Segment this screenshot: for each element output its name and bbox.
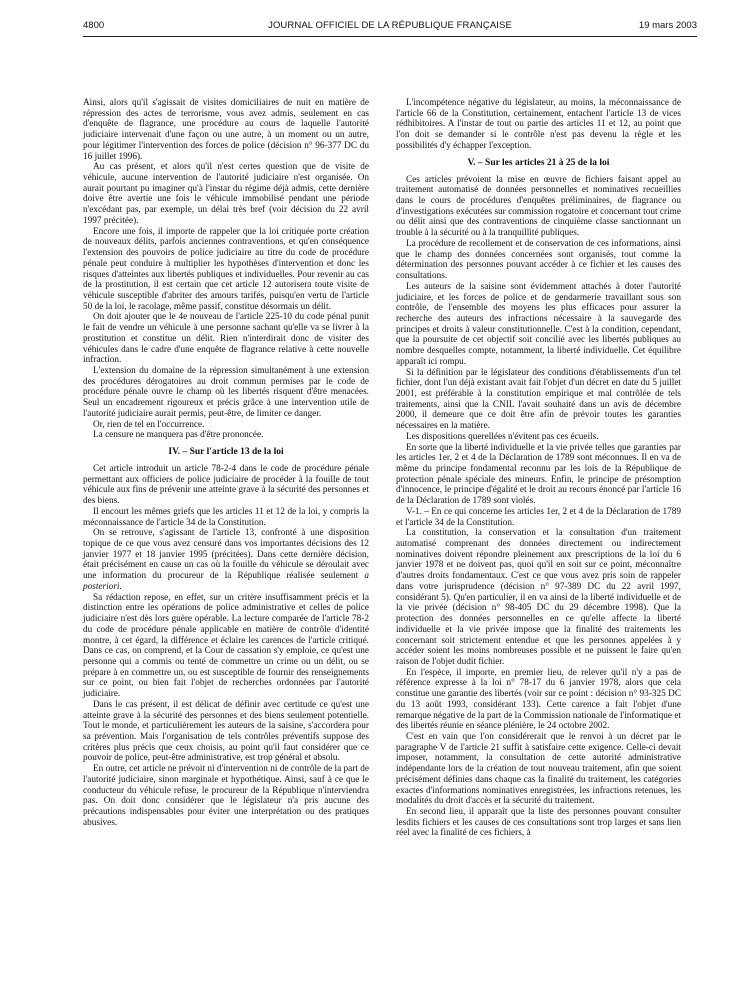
paragraph: Il encourt les mêmes griefs que les articles 11 et 12 de la loi, y compris la méconnaissance de l'article 34 de la Constitution. xyxy=(83,506,369,528)
publication-date: 19 mars 2003 xyxy=(638,20,697,31)
paragraph: V-1. – En ce qui concerne les articles 1er, 2 et 4 de la Déclaration de 1789 et l'article 34 de la Constitution. xyxy=(396,506,681,528)
page-number: 4800 xyxy=(83,20,105,31)
paragraph: Les auteurs de la saisine sont évidemment attachés à doter l'autorité judiciaire, et les forces de police et de gendarmerie travaillant sous son contrôle, de l'ensemble des moyens les plus efficaces pour assurer la recherche des auteurs des infractions nécessaire à la sauvegarde des principes et droits à valeur constitutionnelle. C'est à la condition, cependant, que la poursuite de cet objectif soit concilié avec les libertés publiques au nombre desquelles compte, notamment, la liberté individuelle. Cet équilibre apparaît ici rompu. xyxy=(396,281,681,367)
paragraph: Les dispositions querellées n'évitent pas ces écueils. xyxy=(406,431,599,442)
paragraph: On doit ajouter que le 4e nouveau de l'article 225-10 du code pénal punit le fait de vendre un véhicule à une personne sachant qu'elle va se livrer à la prostitution et constitue un délit. Rien n'interdirait donc de visiter des véhicules dans le cadre d'une enquête de flagrance relative à cette nouvelle infraction. xyxy=(83,312,369,366)
paragraph: Si la définition par le législateur des conditions d'établissements d'un tel fichier, dont l'un déjà existant avait fait l'objet d'un décret en date du 5 juillet 2001, est préférable à la constitution empirique et mal contrôlée de tels traitements, ainsi que la CNIL l'avait souhaité dans un avis de décembre 2000, il demeure que ce doit être afin de prévoir toutes les garanties nécessaires en la matière. xyxy=(396,367,681,432)
left-column xyxy=(83,98,369,828)
paragraph: Ces articles prévoient la mise en œuvre de fichiers faisant appel au traitement automatisé de données personnelles et nominatives recueillies dans le cours de procédures d'enquêtes préliminaires, de flagrance ou d'investigations exécutées sur commission rogatoire et concernant tout crime ou délit ainsi que des contraventions de cinquième classe sanctionnant un trouble à la sécurité ou à la tranquillité publiques. xyxy=(396,174,681,239)
paragraph: En l'espèce, il importe, en premier lieu, de relever qu'il n'y a pas de référence expresse à la loi n° 78-17 du 6 janvier 1978, alors que cela constitue une garantie des libertés (voir sur ce point : décision n° 93-325 DC du 13 août 1993, considérant 133). Cette carence a fait l'objet d'une remarque négative de la part de la Commission nationale de l'informatique et des libertés réunie en séance plénière, le 24 octobre 2002. xyxy=(396,667,681,732)
italic-phrase: a posteriori. xyxy=(83,571,369,592)
paragraph-text: On se retrouve, s'agissant de l'article 13, confronté à une disposition topique de ce que vous avez censuré dans vos importantes décisions des 12 janvier 1977 et 18 janvier 1995 (précitées). Dans cette dernière décision, était précisément en cause un cas où la fouille du véhicule se déroulait avec une information du procureur de la République réalisée seulement xyxy=(83,528,369,582)
journal-title: JOURNAL OFFICIEL DE LA RÉPUBLIQUE FRANÇAISE xyxy=(268,20,512,31)
paragraph: Encore une fois, il importe de rappeler que la loi critiquée porte création de nouveaux délits, parfois anciennes contraventions, et qu'en conséquence l'extension des pouvoirs de police judiciaire au titre du code de procédure pénale peut conduire à multiplier les hypothèses d'intervention et donc les risques d'atteintes aux libertés publiques et individuelles. Pour revenir au cas de la prostitution, il est certain que cet article 12 autorisera toute visite de véhicule susceptible d'abriter des amours tarifés, puisqu'en vertu de l'article 50 de la loi, le racolage, même passif, constitue désormais un délit. xyxy=(83,226,369,312)
right-column xyxy=(396,98,681,839)
paragraph: La procédure de recollement et de conservation de ces informations, ainsi que le champ des données concernées sont organisés, tout comme la détermination des personnes pouvant accéder à ce fichier et les causes des consultations. xyxy=(396,238,681,282)
paragraph: La censure ne manquera pas d'être prononcée. xyxy=(93,430,264,441)
section-heading: V. – Sur les articles 21 à 25 de la loi xyxy=(467,157,610,168)
paragraph: L'incompétence négative du législateur, au moins, la méconnaissance de l'article 66 de la Constitution, certainement, entachent l'article 13 de vices rédhibitoires. A l'instar de tout ou partie des articles 11 et 12, au point que l'on doit se demander si le contrôle n'est pas devenu la règle et les possibilités d'y échapper l'exception. xyxy=(396,98,681,151)
paragraph: Cet article introduit un article 78-2-4 dans le code de procédure pénale permettant aux officiers de police judiciaire de procéder à la fouille de tout véhicule aux fins de prévenir une atteinte grave à la sécurité des personnes et des biens. xyxy=(83,464,369,507)
page-header xyxy=(83,20,697,34)
paragraph: Ainsi, alors qu'il s'agissait de visites domiciliaires de nuit en matière de répression des actes de terrorisme, vous avez admis, seulement en cas d'enquête de flagrance, une procédure au cours de laquelle l'autorité judiciaire intervenait d'une façon ou une autre, à un moment ou un autre, pour légitimer l'intervention des forces de police (décision n° 96-377 DC du 16 juillet 1996). xyxy=(83,98,369,162)
paragraph: En second lieu, il apparaît que la liste des personnes pouvant consulter lesdits fichiers et les causes de ces consultations sont trop larges et sans lien réel avec la finalité de ces fichiers, à xyxy=(396,807,681,839)
paragraph: Or, rien de tel en l'occurrence. xyxy=(93,419,205,430)
paragraph: L'extension du domaine de la répression simultanément à une extension des procédures dérogatoires au droit commun permises par le code de procédure pénale ouvre le champ où les libertés risquent d'être menacées. Seul un encadrement rigoureux et précis grâce à une intervention utile de l'autorité judiciaire aurait permis, peut-être, de limiter ce danger. xyxy=(83,365,369,419)
paragraph: Dans le cas présent, il est délicat de définir avec certitude ce qu'est une atteinte grave à la sécurité des personnes et des biens seulement potentielle. Tout le monde, et particulièrement les auteurs de la saisine, s'accordera pour sa prévention. Mais l'organisation de tels contrôles préventifs suppose des critères plus précis que ceux choisis, au point qu'il faut considérer que ce pouvoir de police, peut-être administrative, est trop général et absolu. xyxy=(83,699,369,764)
paragraph xyxy=(83,528,369,592)
section-heading: IV. – Sur l'article 13 de la loi xyxy=(168,447,284,457)
paragraph: La constitution, la conservation et la consultation d'un traitement automatisé comprenant des données directement ou indirectement nominatives doivent répondre pleinement aux prescriptions de la loi du 6 janvier 1978 et ne doivent pas, quoi qu'il en soit sur ce point, méconnaître d'autres droits fondamentaux. C'est ce que vous avez pris soin de rappeler dans votre jurisprudence (décision n° 97-389 DC du 22 avril 1997, considérant 5). Qu'en particulier, il en va ainsi de la liberté individuelle et de la vie privée (décision n° 98-405 DC du 29 décembre 1998). Que la protection des données personnelles en ce qu'elle affecte la liberté individuelle et la vie privée impose que la finalité des traitements les concernant soit strictement entendue et que les personnes appelées à y accéder soient les moins nombreuses possible et ne puissent le faire qu'en raison de l'objet dudit fichier. xyxy=(396,528,681,667)
paragraph: En sorte que la liberté individuelle et la vie privée telles que garanties par les articles 1er, 2 et 4 de la Déclaration de 1789 sont méconnues. Il en va de même du principe fondamental reconnu par les lois de la République de protection pénale spéciale des mineurs. Enfin, le principe de présomption d'innocence, le principe d'égalité et le droit au recours énoncé par l'article 16 de la Déclaration de 1789 sont violés. xyxy=(396,442,681,507)
paragraph: Sa rédaction repose, en effet, sur un critère insuffisamment précis et la distinction entre les opérations de police administrative et celles de police judiciaire n'est dès lors guère opérable. La lecture comparée de l'article 78-2 du code de procédure pénale applicable en matière de contrôle d'identité montre, à cet égard, la différence et éclaire les carences de l'article critiqué. Dans ce cas, on comprend, et la Cour de cassation s'y emploie, ce qu'est une personne qui a commis ou tenté de commettre un crime ou un délit, ou se prépare à en commettre un, ou est susceptible de fournir des renseignements sur ce point, ou bien fait l'objet de recherches ordonnées par l'autorité judiciaire. xyxy=(83,592,369,700)
paragraph: Au cas présent, et alors qu'il n'est certes question que de visite de véhicule, aucune intervention de l'autorité judiciaire n'est organisée. On aurait pourtant pu imaginer qu'à l'instar du régime déjà admis, cette dernière doive être avertie une fois le véhicule immobilisé pendant une période n'excédant pas, par exemple, un délai très bref (voir décision du 22 avril 1997 précitée). xyxy=(83,162,369,226)
header-rule xyxy=(83,36,697,37)
paragraph: C'est en vain que l'on considérerait que le renvoi à un décret par le paragraphe V de l'article 21 suffit à satisfaire cette exigence. Celle-ci devait imposer, notamment, la consultation de cette autorité administrative indépendante lors de la création de tout nouveau traitement, afin que soient précisément définies dans chaque cas la finalité du traitement, les catégories exactes d'informations nominatives enregistrées, les infractions retenues, les modalités du droit d'accès et la sécurité du traitement. xyxy=(396,731,681,807)
paragraph: En outre, cet article ne prévoit ni d'intervention ni de contrôle de la part de l'autorité judiciaire, sinon marginale et hypothétique. Ainsi, sauf à ce que le conducteur du véhicule refuse, le procureur de la République n'interviendra pas. On doit donc considérer que le législateur n'a pris aucune des précautions indispensables pour éviter une interprétation ou des pratiques abusives. xyxy=(83,764,369,828)
